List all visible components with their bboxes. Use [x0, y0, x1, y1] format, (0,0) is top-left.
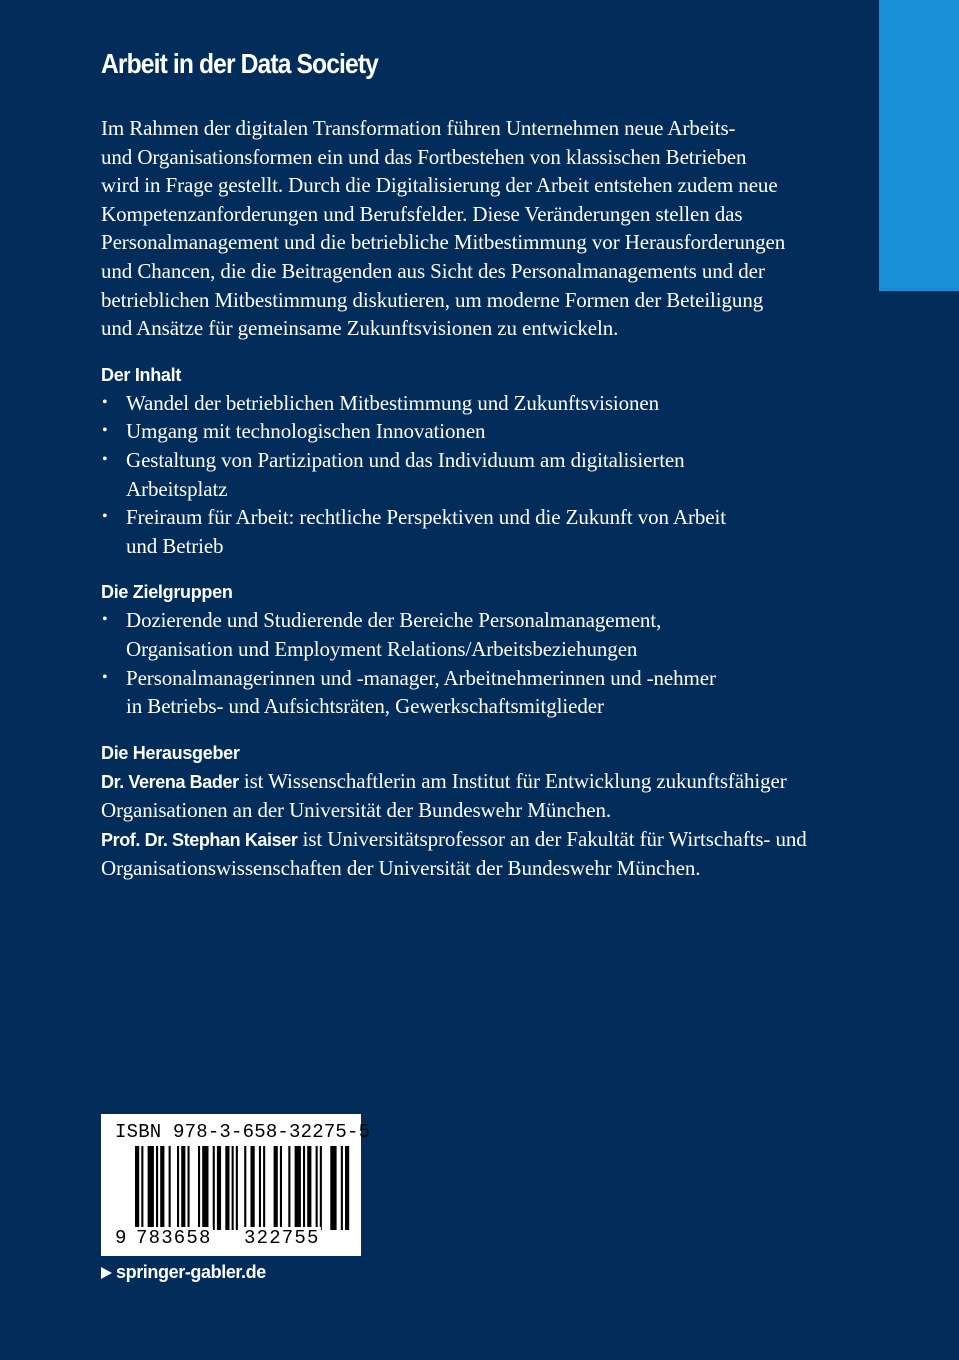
inhalt-heading: Der Inhalt — [101, 364, 182, 385]
accent-tab — [879, 0, 959, 291]
bullet-icon: • — [102, 450, 108, 468]
editor-2-name: Prof. Dr. Stephan Kaiser — [101, 829, 298, 850]
editor-2-bio — [101, 825, 831, 883]
list-item — [101, 389, 831, 418]
editor-1-name: Dr. Verena Bader — [101, 771, 239, 792]
list-item-text: Gestaltung von Partizipation und das Individuum am digitalisierten — [126, 447, 685, 472]
intro-line: wird in Frage gestellt. Durch die Digitalisierung der Arbeit entstehen zudem neue — [101, 173, 778, 198]
arrow-right-icon — [101, 1267, 112, 1279]
list-item-text: Personalmanagerinnen und -manager, Arbeitnehmerinnen und -nehmer — [126, 665, 716, 690]
bullet-icon: • — [102, 668, 108, 686]
bullet-icon: • — [102, 508, 108, 526]
intro-line: Kompetenzanforderungen und Berufsfelder. Diese Veränderungen stellen das — [101, 201, 743, 226]
publisher-website-text: springer-gabler.de — [116, 1262, 266, 1282]
bullet-icon: • — [102, 422, 108, 440]
list-item-text: Umgang mit technologischen Innovationen — [126, 419, 486, 444]
list-item — [101, 446, 831, 503]
section-zielgruppen — [101, 578, 831, 720]
list-item-text: in Betriebs- und Aufsichtsräten, Gewerkschaftsmitglieder — [126, 694, 604, 719]
list-item — [101, 503, 831, 560]
editor-1-bio — [101, 767, 831, 825]
intro-line: und Chancen, die die Beitragenden aus Sicht des Personalmanagements und der — [101, 258, 765, 283]
barcode-lead-digit: 9 — [115, 1227, 127, 1249]
editor-2-text: ist Universitätsprofessor an der Fakultät für Wirtschafts- und — [297, 826, 807, 851]
intro-line: und Organisationsformen ein und das Fortbestehen von klassischen Betrieben — [101, 144, 747, 169]
editor-1-text: ist Wissenschaftlerin am Institut für Entwicklung zukunftsfähiger — [238, 768, 787, 793]
book-title: Arbeit in der Data Society — [101, 48, 378, 79]
intro-line: Im Rahmen der digitalen Transformation führen Unternehmen neue Arbeits- — [101, 116, 736, 140]
intro-paragraph — [101, 114, 831, 343]
back-cover-content — [101, 44, 831, 883]
publisher-website[interactable] — [101, 1262, 266, 1283]
list-item-text: und Betrieb — [126, 533, 224, 558]
list-item-text: Dozierende und Studierende der Bereiche Personalmanagement, — [126, 608, 662, 633]
section-herausgeber — [101, 739, 831, 883]
zielgruppen-heading: Die Zielgruppen — [101, 582, 233, 603]
list-item-text: Arbeitsplatz — [126, 476, 228, 501]
bullet-icon: • — [102, 393, 108, 411]
inhalt-list — [101, 389, 831, 561]
barcode-left-digits: 783658 — [136, 1227, 212, 1249]
list-item-text: Freiraum für Arbeit: rechtliche Perspektiven und die Zukunft von Arbeit — [126, 505, 726, 530]
list-item-text: Wandel der betrieblichen Mitbestimmung und Zukunftsvisionen — [126, 390, 660, 415]
list-item — [101, 417, 831, 446]
editor-1-text-2: Organisationen an der Universität der Bundeswehr München. — [101, 798, 612, 823]
intro-line: betrieblichen Mitbestimmung diskutieren, um moderne Formen der Beteiligung — [101, 287, 764, 312]
intro-line: Personalmanagement und die betriebliche Mitbestimmung vor Herausforderungen — [101, 230, 786, 255]
list-item — [101, 664, 831, 721]
bullet-icon: • — [102, 611, 108, 629]
intro-line: und Ansätze für gemeinsame Zukunftsvisionen zu entwickeln. — [101, 316, 619, 341]
list-item — [101, 606, 831, 663]
section-inhalt — [101, 361, 831, 561]
editor-2-text-2: Organisationswissenschaften der Universität der Bundeswehr München. — [101, 856, 701, 881]
list-item-text: Organisation und Employment Relations/Arbeitsbeziehungen — [126, 636, 638, 661]
barcode-right-digits: 322755 — [244, 1227, 320, 1249]
zielgruppen-list — [101, 606, 831, 720]
herausgeber-heading: Die Herausgeber — [101, 742, 240, 763]
isbn-barcode — [101, 1114, 371, 1256]
isbn-label: ISBN 978-3-658-32275-5 — [115, 1121, 371, 1143]
